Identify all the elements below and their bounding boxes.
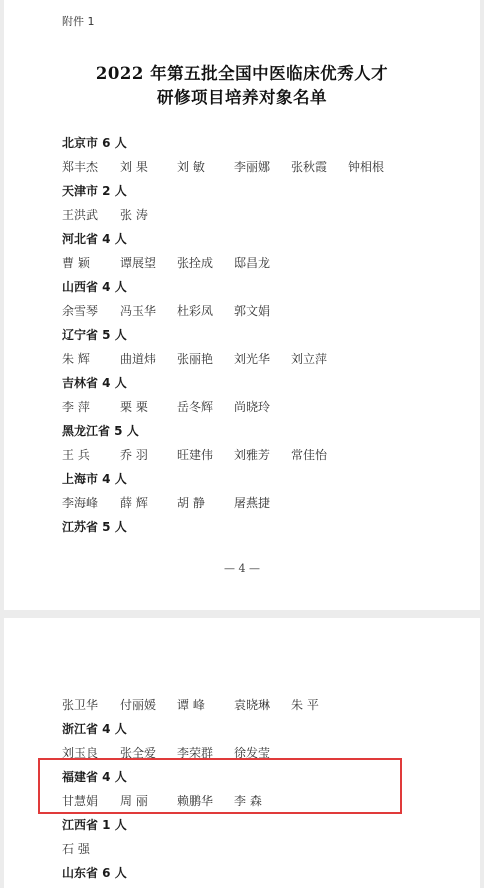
region-heading: 北京市 6 人 <box>62 136 127 150</box>
person-name: 刘雅芳 <box>234 448 271 462</box>
person-name: 郭文娟 <box>234 304 271 318</box>
person-name: 张 涛 <box>120 208 148 222</box>
person-name: 朱 平 <box>291 698 319 712</box>
person-name: 岳冬辉 <box>177 400 214 414</box>
person-name: 尚晓玲 <box>234 400 271 414</box>
person-name: 张拴成 <box>177 256 214 270</box>
region-heading: 福建省 4 人 <box>62 770 127 784</box>
region-heading: 上海市 4 人 <box>62 472 127 486</box>
person-name: 常佳怡 <box>291 448 328 462</box>
document-title-line-2: 研修项目培养对象名单 <box>157 88 327 107</box>
name-row <box>62 158 384 175</box>
person-name: 李丽娜 <box>234 160 271 174</box>
person-name: 李荣群 <box>177 746 214 760</box>
region-heading: 山西省 4 人 <box>62 280 127 294</box>
name-row <box>62 398 270 415</box>
region-heading: 吉林省 4 人 <box>62 376 127 390</box>
person-name: 周 丽 <box>120 794 148 808</box>
person-name: 赖鹏华 <box>177 794 214 808</box>
document-title-line-1: 2022 年第五批全国中医临床优秀人才 <box>95 64 389 83</box>
person-name: 张卫华 <box>62 698 99 712</box>
document-page-1 <box>4 0 480 610</box>
person-name: 旺建伟 <box>177 448 214 462</box>
name-row <box>62 254 270 271</box>
person-name: 邸昌龙 <box>234 256 271 270</box>
person-name: 胡 静 <box>177 496 205 510</box>
person-name: 谭 峰 <box>177 698 205 712</box>
region-heading: 江苏省 5 人 <box>62 520 127 534</box>
person-name: 冯玉华 <box>120 304 157 318</box>
region-heading: 江西省 1 人 <box>62 818 127 832</box>
region-heading: 浙江省 4 人 <box>62 722 127 736</box>
person-name: 付丽媛 <box>120 698 157 712</box>
person-name: 袁晓琳 <box>234 698 271 712</box>
person-name: 乔 羽 <box>120 448 148 462</box>
region-heading: 山东省 6 人 <box>62 866 127 880</box>
person-name: 王 兵 <box>62 448 90 462</box>
person-name: 杜彩凤 <box>177 304 214 318</box>
person-name: 钟相根 <box>348 160 385 174</box>
person-name: 刘 敏 <box>177 160 205 174</box>
name-row <box>62 302 270 319</box>
highlight-box <box>38 758 402 814</box>
page-number: — 4 — <box>224 562 260 575</box>
person-name: 曹 颖 <box>62 256 90 270</box>
person-name: 石 强 <box>62 842 90 856</box>
person-name: 谭展望 <box>120 256 157 270</box>
name-row <box>62 840 90 857</box>
person-name: 张秋霞 <box>291 160 328 174</box>
person-name: 刘 果 <box>120 160 148 174</box>
name-row <box>62 446 327 463</box>
region-heading: 天津市 2 人 <box>62 184 127 198</box>
region-heading: 河北省 4 人 <box>62 232 127 246</box>
person-name: 李 森 <box>234 794 262 808</box>
person-name: 甘慧娟 <box>62 794 99 808</box>
document-page-2 <box>4 618 480 888</box>
person-name: 刘玉良 <box>62 746 99 760</box>
person-name: 曲道炜 <box>120 352 157 366</box>
person-name: 郑丰杰 <box>62 160 99 174</box>
person-name: 刘光华 <box>234 352 271 366</box>
person-name: 徐发莹 <box>234 746 271 760</box>
person-name: 张全爱 <box>120 746 157 760</box>
attachment-label: 附件 1 <box>62 15 95 28</box>
person-name: 张丽艳 <box>177 352 214 366</box>
person-name: 栗 栗 <box>120 400 148 414</box>
person-name: 刘立萍 <box>291 352 328 366</box>
person-name: 余雪琴 <box>62 304 99 318</box>
name-row <box>62 206 148 223</box>
person-name: 屠燕捷 <box>234 496 271 510</box>
region-heading: 辽宁省 5 人 <box>62 328 127 342</box>
name-row <box>62 494 270 511</box>
person-name: 朱 辉 <box>62 352 90 366</box>
person-name: 李 萍 <box>62 400 90 414</box>
person-name: 薛 辉 <box>120 496 148 510</box>
region-heading: 黑龙江省 5 人 <box>62 424 139 438</box>
name-row <box>62 696 319 713</box>
person-name: 王洪武 <box>62 208 99 222</box>
person-name: 李海峰 <box>62 496 99 510</box>
name-row <box>62 350 327 367</box>
